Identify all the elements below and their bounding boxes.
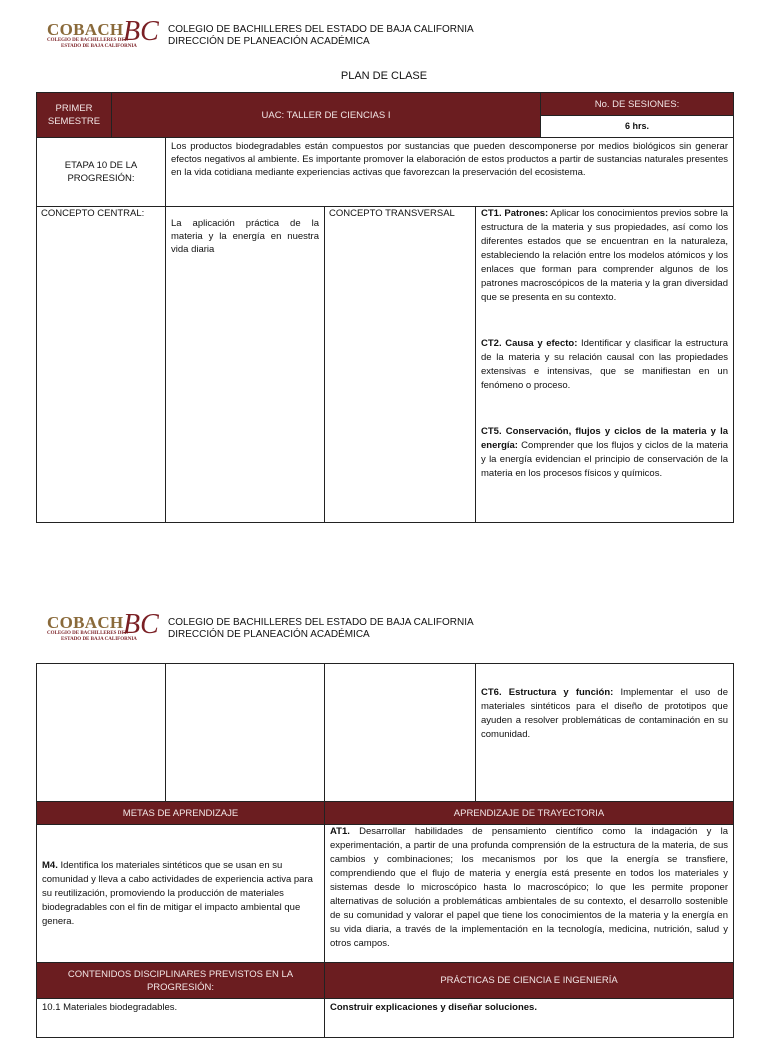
logo-subtitle-1: COLEGIO DE BACHILLERES DEL [47,38,128,43]
institution-name: COLEGIO DE BACHILLERES DEL ESTADO DE BAJA CALIFORNIA [168,24,474,35]
at1-title: AT1. [330,826,350,837]
central-concept-value: La aplicación práctica de la materia y la energía en nuestra vida diaria [171,218,319,255]
logo-text: COBACH [47,20,124,39]
contenido-item: 10.1 Materiales biodegradables. [42,1002,178,1013]
transversal-concept-label: CONCEPTO TRANSVERSAL [324,206,476,523]
central-concept-text [165,206,325,523]
cobach-logo [47,16,159,56]
logo-bc: BC [123,609,159,640]
stage-label: ETAPA 10 DE LA PROGRESIÓN: [36,137,166,207]
ct6-cell [475,663,734,802]
stage-text: Los productos biodegradables están compuestos por sustancias que pueden descomponerse por medios biológicos sin generar efectos negativos al ambiente. Es importante promover la elaboración de estos productos a partir de sustancias naturales presentes en la vida cotidiana mediante experiencias activas que favorezcan la preservación del ecosistema. [165,137,734,207]
empty-cell-3 [324,663,476,802]
practica-cell [324,998,734,1038]
ct5-block [481,425,728,481]
transversal-concepts [475,206,734,523]
m4-block [42,859,319,929]
central-concept-label: CONCEPTO CENTRAL: [36,206,166,523]
empty-cell-2 [165,663,325,802]
practicas-header: PRÁCTICAS DE CIENCIA E INGENIERÍA [324,962,734,999]
department-name: DIRECCIÓN DE PLANEACIÓN ACADÉMICA [168,629,370,640]
practica-item: Construir explicaciones y diseñar soluciones. [330,1002,537,1013]
at1-text: Desarrollar habilidades de pensamiento científico como la indagación y la experimentación, a partir de una profunda comprensión de la estructura de la materia, de sus cambios y combinaciones; los mecanismos por los que la energía se transfiere, comprendiendo que el flujo de materia y energía está presente en todos los materiales y sistemas desde lo microscópico hasta lo macroscópico; lo que les permite proponer alternativas de solución a problemáticas ambientales de su contexto, el desarrollo sostenible de su comunidad y valorar el papel que tiene los conocimientos de la materia y la energía en su vida diaria, a través de la implementación en la tecnología, medicina, nutrición, salud y otros campos. [330,826,728,949]
contenidos-header: CONTENIDOS DISCIPLINARES PREVISTOS EN LA PROGRESIÓN: [36,962,325,999]
logo-text: COBACH [47,613,124,632]
institution-name: COLEGIO DE BACHILLERES DEL ESTADO DE BAJA CALIFORNIA [168,617,474,628]
ct6-title: CT6. Estructura y función: [481,687,614,698]
logo-subtitle-2: ESTADO DE BAJA CALIFORNIA [61,44,137,49]
metas-header: METAS DE APRENDIZAJE [36,801,325,825]
at1-cell [324,824,734,963]
institution-header [168,24,474,48]
ct2-block [481,337,728,393]
m4-text: Identifica los materiales sintéticos que se usan en su comunidad y lleva a cabo actividades de experiencia activa para su reutilización, promoviendo la producción de materiales biodegradables con el fin de mitigar el impacto ambiental que genera. [42,859,313,927]
logo-bc: BC [123,16,159,47]
uac-cell: UAC: TALLER DE CIENCIAS I [111,92,541,138]
m4-title: M4. [42,859,58,871]
cobach-logo-page2 [47,609,159,649]
ct1-text: Aplicar los conocimientos previos sobre la estructura de la materia y sus propiedades, así como los diferentes estados que se encuentran en la naturaleza, estableciendo la relación entre los modelos atómicos y los enlaces que forman para comprender algunos de los patrones macroscópicos de la materia y la gran diversidad que se presenta en su contexto. [481,208,728,303]
ct1-block [481,207,728,305]
ct2-title: CT2. Causa y efecto: [481,338,578,349]
empty-cell-1 [36,663,166,802]
page-title: PLAN DE CLASE [340,70,428,82]
semester-cell: PRIMER SEMESTRE [36,92,112,138]
sessions-value [540,115,734,138]
ct5-title: CT5. Conservación, flujos y ciclos de la materia y la energía: [481,426,728,451]
sessions-value-text: 6 hrs. [624,121,649,131]
ct2-text: Identificar y clasificar la estructura de la materia y su relación causal con las propiedades extensivas e intensivas, que se manifiestan en un fenómeno o proceso. [481,338,728,391]
sessions-label: No. DE SESIONES: [540,92,734,116]
institution-header-page2 [168,617,474,641]
contenido-cell [36,998,325,1038]
logo-subtitle-2: ESTADO DE BAJA CALIFORNIA [61,637,137,642]
m4-cell [36,824,325,963]
ct5-text: Comprender que los flujos y ciclos de la materia y la energía evidencian el principio de conservación de la materia en los procesos físicos y químicos. [481,440,728,479]
logo-subtitle-1: COLEGIO DE BACHILLERES DEL [47,631,128,636]
trayectoria-header: APRENDIZAJE DE TRAYECTORIA [324,801,734,825]
department-name: DIRECCIÓN DE PLANEACIÓN ACADÉMICA [168,36,370,47]
ct1-title: CT1. Patrones: [481,208,549,219]
ct6-text: Implementar el uso de materiales sintéticos para el diseño de prototipos que ayuden a resolver problemáticas de contaminación en su comunidad. [481,687,728,740]
